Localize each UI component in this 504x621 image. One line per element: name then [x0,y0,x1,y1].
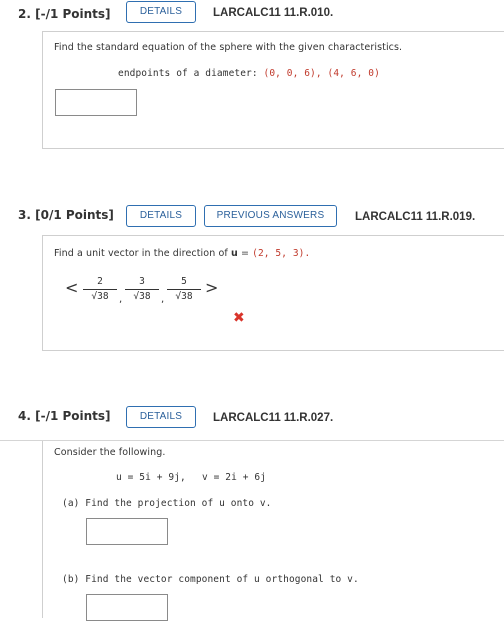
q3-fraction-2: 3 √38 [125,276,159,303]
q2-details-button[interactable]: DETAILS [126,1,196,23]
q4-prompt: Consider the following. [54,447,166,458]
q2-question-id: LARCALC11 11.R.010. [213,7,334,19]
question-3-body: Find a unit vector in the direction of u = (2, 5, 3). < 2 √38 , 3 √38 , 5 √38 > ✖ [42,235,504,351]
q4-part-a-input[interactable] [86,518,168,545]
q3-open-bracket: < [65,278,79,297]
q4-part-b-input[interactable] [86,594,168,621]
q4-question-id: LARCALC11 11.R.027. [213,412,334,424]
q2-prompt: Find the standard equation of the sphere with the given characteristics. [54,42,403,53]
q3-question-id: LARCALC11 11.R.019. [355,211,476,223]
q2-answer-input[interactable] [55,89,137,116]
q3-close-bracket: > [205,278,219,297]
q4-header-divider [0,440,504,441]
question-2-number-points: 2. [-/1 Points] [18,7,111,21]
q4-part-a-label: (a) Find the projection of u onto v. [62,498,272,509]
q4-details-button[interactable]: DETAILS [126,406,196,428]
q3-fraction-3: 5 √38 [167,276,201,303]
question-2-header [0,0,504,32]
q2-condition-value: (0, 0, 6), (4, 6, 0) [263,68,380,79]
q3-previous-answers-button[interactable]: PREVIOUS ANSWERS [204,205,337,227]
question-2-body [42,31,504,149]
question-3-number-points: 3. [0/1 Points] [18,208,114,222]
incorrect-x-icon: ✖ [233,310,245,326]
question-4-number-points: 4. [-/1 Points] [18,409,111,423]
q3-fraction-1: 2 √38 [83,276,117,303]
q4-u-equation: u = 5i + 9j, [116,472,186,483]
q4-part-b-label: (b) Find the vector component of u orthogonal to v. [62,574,359,585]
q3-prompt: Find a unit vector in the direction of u = (2, 5, 3). [54,248,311,259]
question-4-header [0,402,504,434]
q4-v-equation: v = 2i + 6j [202,472,267,483]
q3-details-button[interactable]: DETAILS [126,205,196,227]
q2-condition: endpoints of a diameter: (0, 0, 6), (4, 6, 0) [118,68,380,79]
q4-left-border [42,441,43,618]
question-3-header [0,201,504,233]
